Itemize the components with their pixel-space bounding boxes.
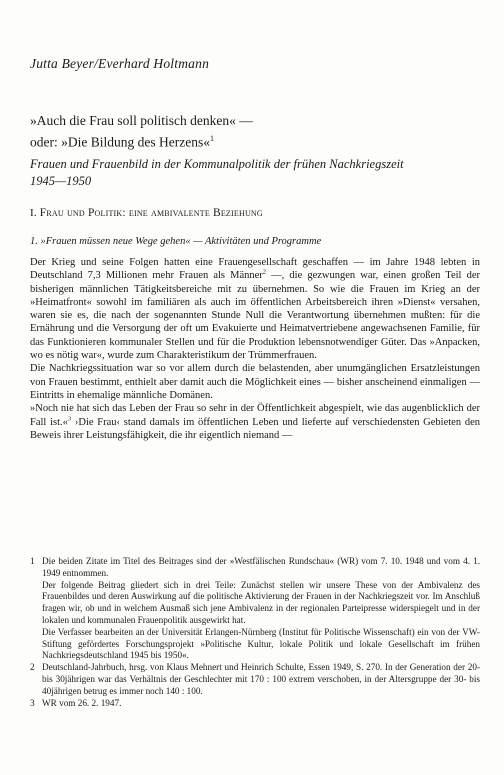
footnote-1-continuation-2: Die Verfasser bearbeiten an der Universität Erlangen-Nürnberg (Institut für Politische Wissenschaft) ein von der VW-Stiftung gefördertes Forschungsprojekt »Politische Kultur, lokale Politik und lokale Gesellschaft im frühen Nachkriegsdeutschland 1945 bis 1950«. (42, 626, 480, 661)
footnote-text: WR vom 26. 2. 1947. (42, 697, 122, 708)
paragraph-3 (30, 402, 480, 442)
authors: Jutta Beyer/Everhard Holtmann (30, 56, 210, 71)
footnote-1-continuation-1: Der folgende Beitrag gliedert sich in drei Teile: Zunächst stellen wir unsere These von der Ambivalenz des Frauenbildes und deren Auswirkung auf die politische Aktivierung der Frauen in der Nachkriegszeit vor. Im Anschluß fragen wir, ob und in welchem Ausmaß sich jene Ambivalenz in der regionalen Parteipresse widerspiegelt und in der lokalen und kommunalen Frauenpolitik ausgewirkt hat. (42, 579, 480, 625)
section-number: I. (30, 207, 37, 219)
article-subtitle (30, 156, 480, 190)
subtitle-line-1: Frauen und Frauenbild in der Kommunalpolitik der frühen Nachkriegszeit (30, 157, 404, 171)
paragraph-2: Die Nachkriegssituation war so vor allem durch die belastenden, aber unumgänglichen Ersatzleistungen von Frauen bestimmt, enthielt aber damit auch die Möglichkeit eines — bisher anscheinend einmaligen — Eintritts in ehemalige männliche Domänen. (30, 363, 480, 401)
footnote-number: 1 (30, 556, 35, 566)
section-title: Frau und Politik: eine ambivalente Beziehung (39, 207, 263, 219)
title-line-2 (30, 130, 253, 152)
paragraph-1-a: Der Krieg und seine Folgen hatten eine Frauengesellschaft geschaffen — im Jahre 1948 lebten in Deutschland 7,3 Millionen mehr Frauen als Männer (30, 257, 480, 282)
footnote-text: Deutschland-Jahrbuch, hrsg. von Klaus Mehnert und Heinrich Schulte, Essen 1949, S. 270. In der Generation der 20- bis 30jährigen war das Verhältnis der Geschlechter mit 170 : 100 extrem verschoben, in der Altersgruppe der 30- bis 40jährigen betrug es immer noch 140 : 100. (42, 662, 480, 696)
title-line-2-text: oder: »Die Bildung des Herzens« (30, 134, 210, 150)
body-text (30, 256, 480, 442)
paragraph-3-a: »Noch nie hat sich das Leben der Frau so sehr in der Öffentlichkeit abgespielt, wie das augenblicklich der Fall ist.« (30, 403, 480, 428)
footnote-3 (30, 698, 480, 710)
footnote-1 (30, 556, 480, 580)
paragraph-3-b: ›Die Frau‹ stand damals im öffentlichen Leben und lieferte auf verschiedensten Gebieten den Beweis ihrer Leistungsfähigkeit, die ihr eigentlich niemand — (30, 416, 480, 441)
subtitle-line-2: 1945—1950 (30, 174, 92, 188)
paragraph-1 (30, 256, 480, 362)
footnote-number: 3 (30, 697, 35, 708)
footnote-ref-2: 2 (262, 268, 267, 276)
footnotes (30, 556, 480, 709)
footnote-ref-3: 3 (67, 415, 72, 423)
title-note-ref: 1 (209, 134, 214, 143)
footnote-number: 2 (30, 662, 35, 673)
title-line-1: »Auch die Frau soll politisch denken« — (30, 113, 253, 128)
article-title (30, 112, 253, 152)
subsection-heading: 1. »Frauen müssen neue Wege gehen« — Aktivitäten und Programme (30, 236, 322, 247)
footnote-text: Die beiden Zitate im Titel des Beitrages sind der »Westfälischen Rundschau« (WR) vom 7. 10. 1948 und vom 4. 1. 1949 entnommen. (42, 556, 480, 578)
footnote-2 (30, 662, 480, 697)
section-heading (30, 207, 263, 219)
paragraph-1-b: —, die gezwungen war, einen großen Teil der bisherigen männlichen Tätigkeitsbereiche mit zu übernehmen. So wie die Frauen im Krieg an der »Heimatfront« sowohl im familiären als auch im öffentlichen Arbeitsbereich ihren »Dienst« versahen, waren sie es, die nach der sogenannten Stunde Null die Verantwortung übernehmen mußten: für die Ernährung und die Versorgung der oft um Evakuierte und Heimatvertriebene angewachsenen Familie, für das Funktionieren kommunaler Stellen und für die Produktion lebensnotwendiger Güter. Das »Anpacken, wo es nötig war«, wurde zum Charakteristikum der Trümmerfrauen. (30, 270, 481, 362)
